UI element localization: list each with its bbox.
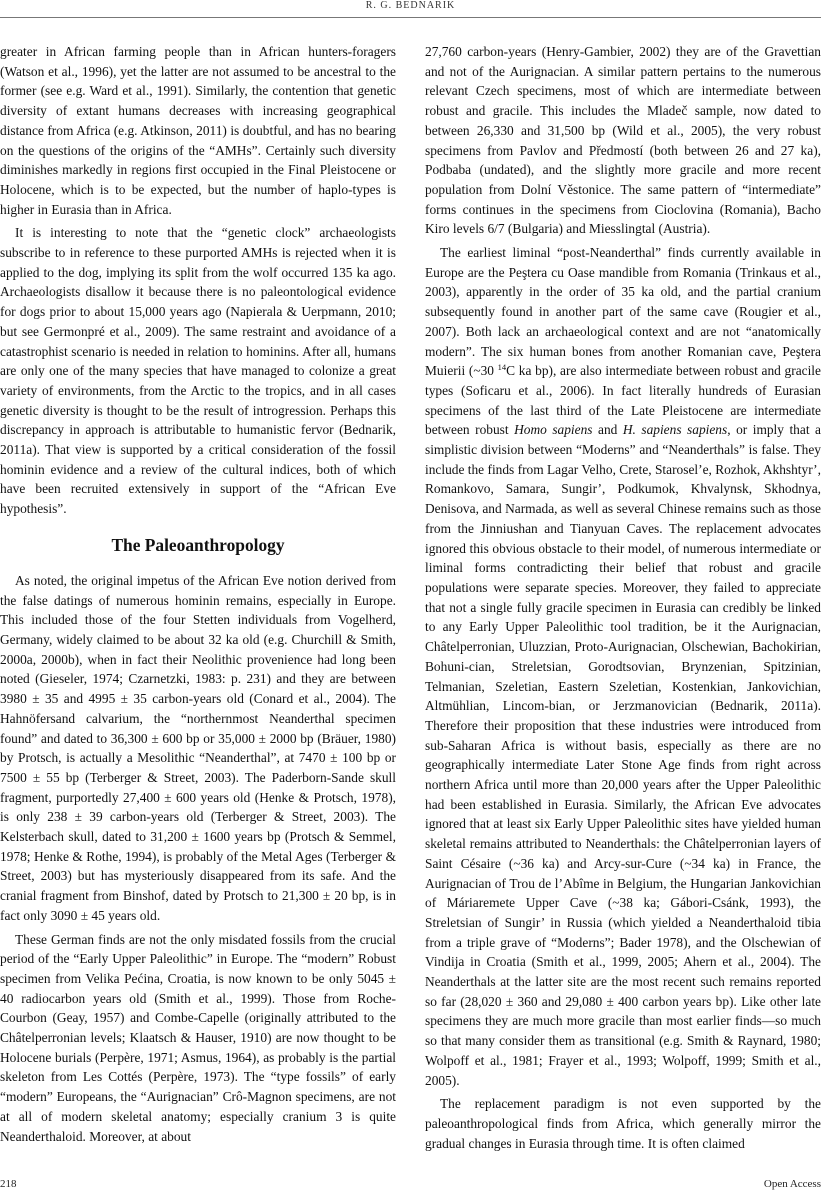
paragraph: The replacement paradigm is not even supported by the paleoanthropological finds from Africa, which generally mirror the gradual changes in Eurasia through time. It is often claimed bbox=[425, 1096, 821, 1151]
species-name: Homo sapiens bbox=[514, 422, 593, 438]
text-run: , or imply that a simplistic division between “Moderns” and “Neanderthals” is false. They include the finds from Lagar Velho, Crete, Starosel’e, Rozhok, Akhshtyr’, Romankovo, Samara, Sungir’, Podkumok, Khvalynsk, Skhodnya, Denisova, and Narmada, as well as several Chinese remains such as those from the Jinniushan and Tianyuan Caves. The replacement advocates ignored this obvious obstacle to their model, of numerous intermediate or liminal forms contradicting their belief that robust and gracile populations were separate species. Moreover, they failed to appreciate that not a single fully gracile specimen in Eurasia can credibly be linked to any Early Upper Paleolithic tool tradition, be it the Aurignacian, Châtelperronian, Uluzzian, Proto-Aurignacian, Olschewian, Bachokirian, Bohuni-cian, Streletsian, Gorodtsovian, Brynzenian, Spitzinian, Telmanian, Szeletian, Eastern Szeletian, Kostenkian, Jankovichian, Altmühlian, Lincom-bian, or Jerzmanovician (Bednarik, 2011a). Therefore their proposition that these industries were introduced from sub-Saharan Africa is without basis, especially as there are no geographically intermediate Later Stone Age finds from right across northern Africa until more than 20,000 years after the Upper Paleolithic had been established in Eurasia. Similarly, the African Eve advocates ignored that at least six Early Upper Paleolithic sites have yielded human skeletal remains attributed to Neanderthals: the Châtelperronian layers of Saint Césaire (~36 ka) and Arcy-sur-Cure (~34 ka) in France, the Aurignacian of Trou de l’Abîme in Belgium, the Hungarian Jankovichian of Máriaremete Upper Cave (~38 ka; Gábori-Csánk, 1993), the Streletsian of Sungir’ in Russia (which yielded a Neanderthaloid tibia from a triple grave of “Moderns”; Bader 1978), and the Olschewian of Vindija in Croatia (Smith et al., 1999, 2005; Ahern et al., 2004). The Neanderthals at the latter site are the most recent such remains reported so far (28,020 ± 360 and 29,080 ± 400 carbon years bp). Like other late specimens they are much more gracile than most earlier finds—so much so that many consider them as transitional (e.g. Smith & Raynard, 1980; Wolpoff et al., 1981; Frayer et al., 1993; Wolpoff, 1999; Smith et al., 2005). bbox=[425, 422, 821, 1088]
page-footer bbox=[0, 1177, 821, 1193]
paragraph: These German finds are not the only misdated fossils from the crucial period of the “Early Upper Paleolithic” in Europe. The “modern” Robust specimen from Velika Pećina, Croatia, is now known to be only 5045 ± 40 radiocarbon years old (Smith et al., 1999). Those from Roche-Courbon (Geay, 1957) and Combe-Capelle (originally attributed to the Châtelperronian levels; Klaatsch & Hauser, 1910) are now thought to be Holocene burials (Perpère, 1971; Asmus, 1964), as probably is the partial skeleton from Les Cottés (Perpère, 1973). The “type fossils” of early “modern” Europeans, the “Aurignacian” Crô-Magnon specimens, are not at all of modern skeletal anatomy; especially cranium 3 is quite Neanderthaloid. Moreover, at about bbox=[0, 931, 396, 1144]
paragraph: As noted, the original impetus of the African Eve notion derived from the false datings of numerous hominin remains, especially in Europe. This included those of the four Stetten individuals from Vogelherd, Germany, widely claimed to be about 32 ka old (e.g. Churchill & Smith, 2000a, 2000b), when in fact their Neolithic provenience had long been noted (Gieseler, 1974; Czarnetzki, 1983: p. 231) and they are between 3980 ± 35 and 4995 ± 35 carbon-years old (Conard et al., 2004). The Hahnöfersand calvarium, the “northernmost Neanderthal specimen found” and dated to 36,300 ± 600 bp or 35,000 ± 2000 bp (Bräuer, 1980) by Protsch, is actually a Mesolithic “Neanderthal”, at 7470 ± 100 bp or 7500 ± 55 bp (Terberger & Street, 2003). The Paderborn-Sande skull fragment, purportedly 27,400 ± 600 years old (Henke & Protsch, 1978), is only 238 ± 39 carbon-years old (Terberger & Street, 2003). The Kelsterbach skull, dated to 31,200 ± 1600 years bp (Protsch & Semmel, 1978; Henke & Rothe, 1994), is probably of the Metal Ages (Terberger & Street, 2003) but has mysteriously disappeared from its safe. And the cranial fragment from Binshof, dated by Protsch to 21,300 ± 20 bp, is in fact only 3090 ± 45 years old. bbox=[0, 572, 396, 923]
section-heading: The Paleoanthropology bbox=[111, 534, 285, 555]
left-column bbox=[0, 42, 396, 1150]
paragraph: 27,760 carbon-years (Henry-Gambier, 2002) they are of the Gravettian and not of the Aurignacian. A similar pattern pertains to the numerous relevant Czech specimens, most of which are intermediate between robust and gracile. This includes the Mladeč sample, now dated to between 26,330 and 31,500 bp (Wild et al., 2005), the very robust specimens from Pavlov and Předmostí (both between 26 and 27 ka), Podbaba (undated), and the slightly more gracile and more recent population from Dolní Věstonice. The same pattern of “intermediate” forms continues in the specimens from Cioclovina (Romania), Bacho Kiro levels 6/7 (Bulgaria) and Miesslingtal (Austria). bbox=[425, 44, 821, 237]
text-run: The earliest liminal “post-Neanderthal” finds currently available in Europe are the Peştera cu Oase mandible from Romania (Trinkaus et al., 2003), apparently in the order of 35 ka old, and the partial cranium subsequently found in another part of the same cave (Rougier et al., 2007). Both lack an archaeological context and are not “anatomically modern”. The six human bones from another Romanian cave, Peştera Muierii (~30 bbox=[425, 245, 821, 379]
right-column bbox=[425, 42, 821, 1157]
page-number: 218 bbox=[0, 1178, 17, 1190]
paragraph: It is interesting to note that the “genetic clock” archaeologists subscribe to in reference to these purported AMHs is rejected when it is applied to the dog, implying its split from the wolf occurred 135 ka ago. Archaeologists disallow it because there is no paleontological evidence for dogs prior to about 15,000 years ago (Napierala & Uerpmann, 2010; but see Germonpré et al., 2009). The same restraint and avoidance of a catastrophist scenario is needed in relation to hominins. After all, humans are only one of the many species that have managed to colonize a great variety of environments, from the Arctic to the tropics, and in all cases genetic diversity is thought to be the result of introgression. Perhaps this discrepancy in approach is attributable to humanistic fervor (Bednarik, 2011a). That view is supported by a critical consideration of the fossil hominin evidence and a review of the cultural indices, both of which have been recruited extensively in support of the “African Eve hypothesis”. bbox=[0, 225, 396, 517]
text-run: and bbox=[592, 422, 623, 438]
open-access-label: Open Access bbox=[763, 1178, 821, 1190]
text-run: C ka bp), are also intermediate between robust and gracile types (Soficaru et al., 2006). In fact literally hundreds of Eurasian specimens of the last third of the Late Pleistocene are intermediate between robust bbox=[425, 363, 821, 438]
paragraph: greater in African farming people than in African hunters-foragers (Watson et al., 1996), yet the latter are not assumed to be ancestral to the former (see e.g. Ward et al., 1991). Similarly, the contention that genetic diversity of extant humans decreases with increasing geographical distance from Africa (e.g. Atkinson, 2011) is doubtful, and has no bearing on the questions of the origins of the “AMHs”. Certainly such diversity diminishes markedly in regions first occupied in the Final Pleistocene or Holocene, which is to be expected, but the number of haplo-types is higher in Eurasia than in Africa. bbox=[0, 44, 396, 217]
paragraph bbox=[425, 243, 821, 1090]
superscript-isotope: 14 bbox=[497, 362, 507, 373]
header-rule bbox=[0, 17, 821, 18]
species-name: H. sapiens sapiens bbox=[622, 422, 728, 438]
running-head: R. G. BEDNARIK bbox=[365, 0, 456, 11]
